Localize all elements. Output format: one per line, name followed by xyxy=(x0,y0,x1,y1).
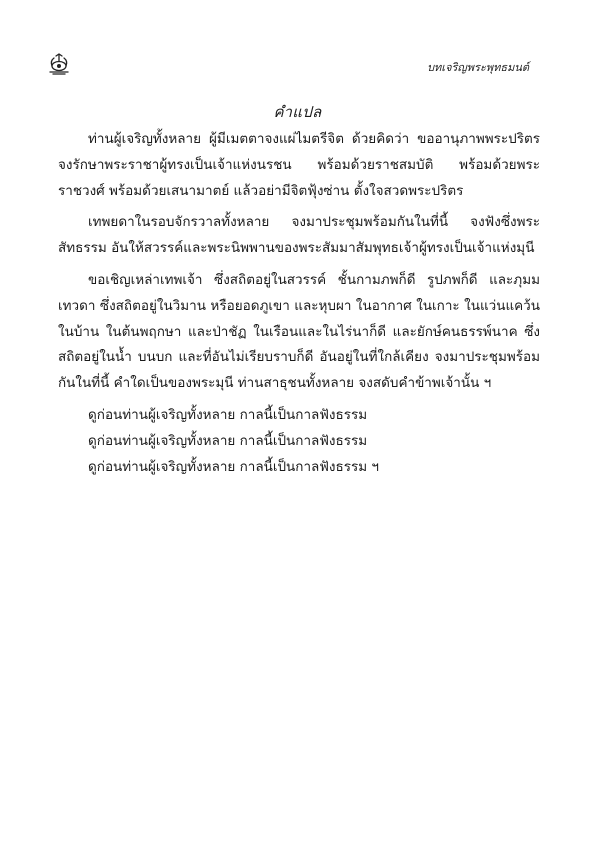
paragraph-2: เทพยดาในรอบจักรวาลทั้งหลาย จงมาประชุมพร้อมกันในที่นี้ จงฟังซึ่งพระสัทธรรม อันให้สวรรค์และพระนิพพานของพระสัมมาสัมพุทธเจ้าผู้ทรงเป็นเจ้าแห่งมุนี xyxy=(58,214,540,257)
section-title: คำแปล xyxy=(273,103,322,121)
dharma-emblem-icon xyxy=(46,52,72,78)
paragraph-1: ท่านผู้เจริญทั้งหลาย ผู้มีเมตตาจงแผ่ไมตรีจิต ด้วยคิดว่า ขออานุภาพพระปริตร จงรักษาพระราชาผู้ทรงเป็นเจ้าแห่งนรชน พร้อมด้วยราชสมบัติ พร้อมด้วยพระราชวงศ์ พร้อมด้วยเสนามาตย์ แล้วอย่ามีจิตฟุ้งซ่าน ตั้งใจสวดพระปริตร xyxy=(58,131,540,199)
paragraph-3: ขอเชิญเหล่าเทพเจ้า ซึ่งสถิตอยู่ในสวรรค์ ชั้นกามภพก็ดี รูปภพก็ดี และภุมมเทวดา ซึ่งสถิตอยู่ในวิมาน หรือยอดภูเขา และหุบผา ในอากาศ ในเกาะ ในแว่นแคว้น ในบ้าน ในต้นพฤกษา และป่าชัฏ ในเรือนและในไร่นาก็ดี และยักษ์คนธรรพ์นาค ซึ่งสถิตอยู่ในน้ำ บนบก และที่อันไม่เรียบราบก็ดี อันอยู่ในที่ใกล้เคียง จงมาประชุมพร้อมกันในที่นี้ คำใดเป็นของพระมุนี ท่านสาธุชนทั้งหลาย จงสดับคำข้าพเจ้านั้น ฯ xyxy=(58,271,540,392)
chant-line-2: ดูก่อนท่านผู้เจริญทั้งหลาย กาลนี้เป็นกาลฟังธรรม xyxy=(88,432,368,449)
chant-line-1: ดูก่อนท่านผู้เจริญทั้งหลาย กาลนี้เป็นกาลฟังธรรม xyxy=(88,406,368,423)
running-header-title: บทเจริญพระพุทธมนต์ xyxy=(427,61,529,74)
chant-line-3: ดูก่อนท่านผู้เจริญทั้งหลาย กาลนี้เป็นกาลฟังธรรม ฯ xyxy=(88,458,379,475)
document-body xyxy=(58,127,540,480)
